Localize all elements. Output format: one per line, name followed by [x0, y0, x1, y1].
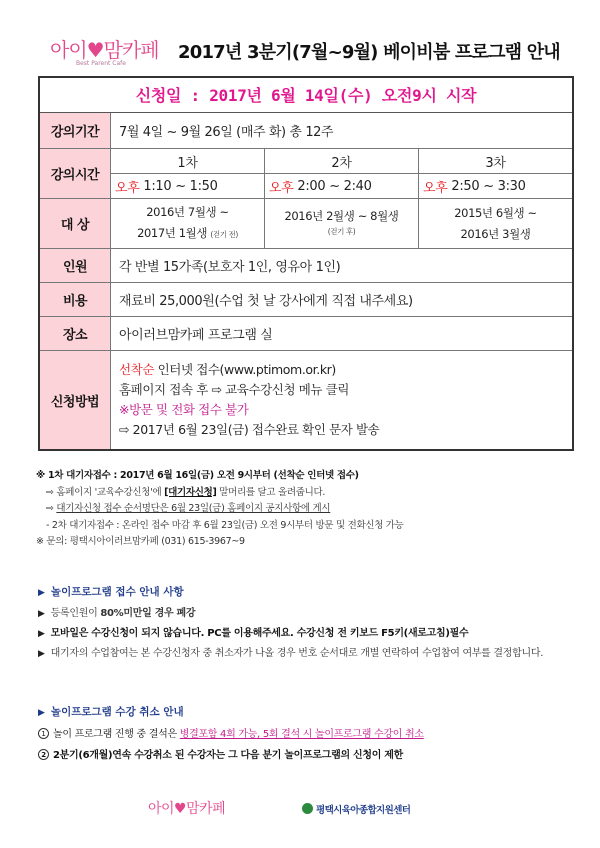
section2-item-1: 1 놀이 프로그램 진행 중 결석은 병결포함 4회 가능, 5회 결석 시 놀이프로그램 수강이 취소: [38, 724, 578, 745]
time-2: 오후 2:00 ~ 2:40: [264, 174, 418, 198]
method-line-4: ⇨ 2017년 6월 23일(금) 접수완료 확인 문자 발송: [119, 422, 380, 437]
target-col-2: 2016년 2월생 ~ 8월생 (걷기 후): [264, 199, 418, 248]
round-1: 1차: [177, 155, 198, 171]
waiting-note-3: - 2차 대기자접수 : 온라인 접수 마감 후 6월 23일(금) 오전 9시부터 방문 및 전화신청 가능: [46, 519, 404, 531]
row-target: [40, 199, 572, 249]
header: [38, 28, 578, 72]
time-1: 오후 1:10 ~ 1:50: [115, 178, 218, 196]
row-fee: [40, 283, 572, 317]
section1-bullet-1: ▶ 등록인원이 80%미만일 경우 폐강: [38, 608, 196, 619]
footer-org-logo: 평택시육아종합지원센터: [302, 802, 410, 816]
row-place: [40, 317, 572, 351]
value-fee: 재료비 25,000원(수업 첫 날 강사에게 직접 내주세요): [119, 294, 413, 309]
page-title: 2017년 3분기(7월~9월) 베이비붐 프로그램 안내: [178, 42, 560, 63]
cafe-logo: 아이♥맘카페: [50, 38, 159, 62]
round-3: 3차: [418, 149, 572, 173]
label-time: 강의시간: [40, 149, 111, 198]
cancellation-notice-section: [38, 704, 578, 766]
section1-bullet-3: ▶ 대기자의 수업참여는 본 수강신청자 중 취소자가 나올 경우 번호 순서대로 개별 연락하여 수업참여 여부를 결정합니다.: [38, 648, 544, 659]
waiting-title: ※ 1차 대기자접수 : 2017년 6월 16일(금) 오전 9시부터 (선착순 인터넷 접수): [36, 470, 359, 481]
org-badge-icon: [302, 803, 313, 814]
row-method: [40, 351, 572, 449]
target-col-3: 2015년 6월생 ~ 2016년 3월생: [418, 199, 572, 248]
label-fee: 비용: [40, 283, 111, 316]
label-target: 대 상: [40, 199, 111, 248]
time-grid: [111, 149, 572, 198]
waiting-list-notes: [36, 468, 576, 551]
waiting-note-1: ⇨ 홈페이지 '교육수강신청'에 [대기자신청] 말머리를 달고 올려줍니다.: [46, 486, 326, 498]
label-place: 장소: [40, 317, 111, 350]
row-people: [40, 249, 572, 283]
registration-notice-section: [38, 584, 578, 662]
row-period: [40, 113, 572, 149]
round-2: 2차: [264, 149, 418, 173]
label-method: 신청방법: [40, 351, 111, 449]
contact-info: ※ 문의: 평택시아이러브맘카페 (031) 615-3967~9: [36, 536, 245, 548]
value-place: 아이러브맘카페 프로그램 실: [119, 328, 273, 343]
label-people: 인원: [40, 249, 111, 282]
footer-cafe-logo: 아이♥맘카페: [148, 801, 226, 817]
value-people: 각 반별 15가족(보호자 1인, 영유아 1인): [119, 260, 341, 275]
method-line-1: 선착순 인터넷 접수(www.ptimom.or.kr): [119, 362, 336, 377]
section2-item-2: 2 2분기(6개월)연속 수강취소 된 수강자는 그 다음 분기 놀이프로그램의 신청이 제한: [38, 745, 578, 766]
row-time: [40, 149, 572, 199]
method-line-3: ※방문 및 전화 접수 불가: [119, 402, 249, 417]
section1-title: ▶ 놀이프로그램 접수 안내 사항: [38, 586, 184, 598]
cafe-logo-subtitle: Best Parent Cafe: [76, 60, 126, 67]
target-col-1: 2016년 7월생 ~ 2017년 1월생 (걷기 전): [137, 205, 238, 240]
section2-title: ▶ 놀이프로그램 수강 취소 안내: [38, 706, 184, 718]
application-date-banner: 신청일 : 2017년 6월 14일(수) 오전9시 시작: [40, 78, 572, 113]
program-info-table: [38, 76, 574, 451]
value-method: [111, 351, 572, 449]
time-3: 오후 2:50 ~ 3:30: [418, 174, 572, 198]
value-period: 7월 4일 ~ 9월 26일 (매주 화) 총 12주: [119, 125, 334, 140]
label-period: 강의기간: [40, 113, 111, 148]
section1-bullet-2: ▶ 모바일은 수강신청이 되지 않습니다. PC를 이용해주세요. 수강신청 전 키보드 F5키(새로고침)필수: [38, 628, 469, 639]
method-line-2: 홈페이지 접속 후 ⇨ 교육수강신청 메뉴 클릭: [119, 382, 349, 397]
waiting-note-2: ⇨ 대기자신청 접수 순서명단은 6월 23일(금) 홈페이지 공지사항에 게시: [46, 503, 331, 515]
